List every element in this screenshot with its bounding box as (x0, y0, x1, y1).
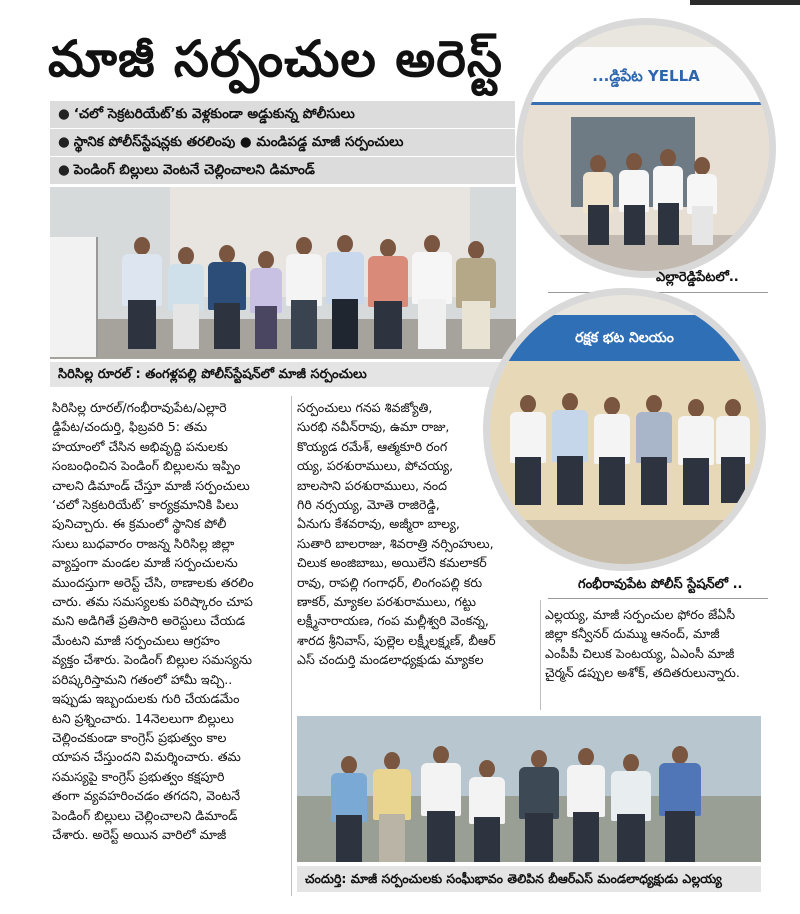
article-line: సులు బుధవారం రాజన్న సిరిసిల్ల జిల్లా (52, 535, 235, 551)
article-line: ‘చలో సెక్రటరియేట్’ కార్యక్రమానికి పిలు (52, 497, 239, 513)
article-line: డ్డిపేట/చందుర్తి, ఫిబ్రవరి 5: తమ (52, 419, 208, 435)
article-line: హయాంలో చేసిన అభివృద్ధి పనులకు (52, 438, 228, 454)
article-line: మని అడిగితే ప్రతిసారి అరెస్టులు చేయడ (52, 613, 246, 629)
article-line: కొయ్యడ రమేశ్, ఆత్మకూరి రంగ (297, 438, 448, 454)
bullet-icon: ● (58, 134, 70, 150)
subhead-2-text: స్థానిక పోలీస్‌స్టేషన్లకు తరలింపు ● మండిపడ్డ మాజీ సర్పంచులు (73, 134, 404, 150)
article-line: సమస్యపై కాంగ్రెస్ ప్రభుత్వం కక్షపూరి (52, 768, 225, 784)
column-divider (291, 396, 292, 896)
article-line: ణాకర్, మ్యాకల పరశురాములు, గట్టు (297, 594, 476, 610)
article-line: ఎంపీపీ చిలుక పెంటయ్య, ఏఎంసీ మాజీ (545, 645, 735, 661)
article-line: రావు, రాపల్లి గంగాధర్, లింగంపల్లి కరు (297, 574, 483, 590)
article-column-2 (297, 398, 535, 670)
article-line: య్య, పరశురాములు, పోచయ్య, (297, 458, 454, 474)
article-line: ఏనుగు కేశవరావు, అజ్మీరా బాల్య, (297, 516, 460, 532)
station-sign: ...డ్డిపేట YELLA (523, 47, 769, 105)
caption-circle1: ఎల్లారెడ్డిపేటలో.. (656, 270, 739, 285)
photo-yellareddypet (516, 18, 776, 278)
article-line: జిల్లా కన్వీనర్ దుమ్ము ఆనంద్, మాజీ (545, 626, 720, 642)
photo-sircilla-rural (50, 187, 516, 359)
article-line: మేంటని మాజీ సర్పంచులు ఆగ్రహం (52, 632, 220, 648)
article-line: ఎస్ చందుర్తి మండలాధ్యక్షుడు మ్యాకల (297, 652, 484, 668)
subhead-1 (50, 101, 515, 128)
article-line: యాపన చేస్తుందని విమర్శించారు. తమ (52, 749, 241, 765)
article-line: టని ప్రశ్నించారు. 14నెలలుగా బిల్లులు (52, 710, 234, 726)
article-column-1 (52, 398, 288, 844)
article-column-3 (545, 605, 763, 683)
article-line: ముందస్తుగా అరెస్ట్ చేసి, ఠాణాలకు తరలిం (52, 574, 254, 590)
article-line: చైర్మన్ డప్పుల అశోక్, తదితరులున్నారు. (545, 665, 740, 681)
article-line: ఎల్లయ్య, మాజీ సర్పంచుల ఫోరం జేఏసీ (545, 607, 736, 622)
article-line: లక్ష్మీనారాయణ, గంప మల్లీశ్వరి వెంకన్న, (297, 613, 489, 629)
subhead-3 (50, 157, 515, 184)
article-line: సర్పంచులు గనప శివజ్యోతి, (297, 400, 433, 415)
bullet-icon: ● (58, 106, 70, 122)
article-line: సంబంధించిన పెండింగ్ బిల్లులను ఇప్పిం (52, 458, 241, 474)
caption-photo1: సిరిసిల్ల రూరల్ : తంగళ్లపల్లి పోలీస్‌స్టేషన్‌లో మాజీ సర్పంచులు (50, 362, 516, 387)
subhead-3-text: పెండింగ్ బిల్లులు వెంటనే చెల్లించాలని డిమాండ్ (73, 162, 315, 178)
police-vehicle (50, 237, 98, 357)
subhead-2 (50, 129, 515, 156)
article-line: చిలుక అంజిబాబు, అయిలేని కమలాకర్ (297, 555, 487, 571)
column-divider (540, 600, 541, 710)
top-bar (0, 0, 800, 6)
article-line: చెల్లించకుండా కాంగ్రెస్ ప్రభుత్వం కాల (52, 729, 227, 745)
article-line: బాలసాని పరశురాములు, నంద (297, 477, 448, 493)
bullet-icon: ● (58, 162, 70, 178)
station-sign: రక్షక భట నిలయం (490, 315, 759, 361)
caption-circle2: గంభీరావుపేట పోలీస్ స్టేషన్‌లో .. (578, 577, 743, 592)
article-line: చేశారు. అరెస్ట్ అయిన వారిలో మాజీ (52, 826, 227, 842)
article-line: సురభి నవీన్‌రావు, ఉమా రాజు, (297, 419, 450, 435)
article-line: చారు. తమ సమస్యలకు పరిష్కారం చూప (52, 594, 253, 610)
subhead-1-text: ‘చలో సెక్రటరియేట్’కు వెళ్లకుండా అడ్డుకున్న పోలీసులు (73, 106, 355, 122)
divider (548, 598, 768, 599)
article-line: ఇప్పుడు ఇబ్బందులకు గురి చేయడమేం (52, 691, 240, 707)
article-line: వ్యక్తం చేశారు. పెండింగ్ బిల్లుల సమస్యను (52, 652, 253, 668)
article-line: గిరి నర్సయ్య, మోతె రాజిరెడ్డి, (297, 497, 440, 513)
article-line: సుతారి బాలరాజు, శివరాత్రి నర్సింహులు, (297, 535, 494, 551)
article-line: పునిచ్చారు. ఈ క్రమంలో స్థానిక పోలీ (52, 516, 227, 532)
caption-photo4: చందుర్తి: మాజీ సర్పంచులకు సంఘీభావం తెలిపిన బీఆర్ఎస్ మండలాధ్యక్షుడు ఎల్లయ్య (297, 866, 761, 892)
article-line: తంగా వ్యవహరించడం తగదని, వెంటనే (52, 788, 241, 804)
article-line: సిరిసిల్ల రూరల్/గంభీరావుపేట/ఎల్లారె (52, 400, 227, 415)
article-line: పరిష్కరిస్తామని గతంలో హామీ ఇచ్చి.. (52, 671, 233, 687)
headline: మాజీ సర్పంచుల అరెస్ట్ (48, 30, 504, 88)
photo-chandurthi (297, 716, 761, 862)
top-bar-accent (690, 0, 800, 5)
article-line: శారద శ్రీనివాస్, పుల్లెల లక్ష్మీలక్ష్మణ్, బీఆర్ (297, 632, 496, 648)
article-line: చాలని డిమాండ్ చేస్తూ మాజీ సర్పంచులు (52, 477, 250, 493)
article-line: పెండింగ్ బిల్లులు చెల్లించాలని డిమాండ్ (52, 807, 238, 823)
article-line: వ్యాప్తంగా మండల మాజీ సర్పంచులను (52, 555, 238, 571)
